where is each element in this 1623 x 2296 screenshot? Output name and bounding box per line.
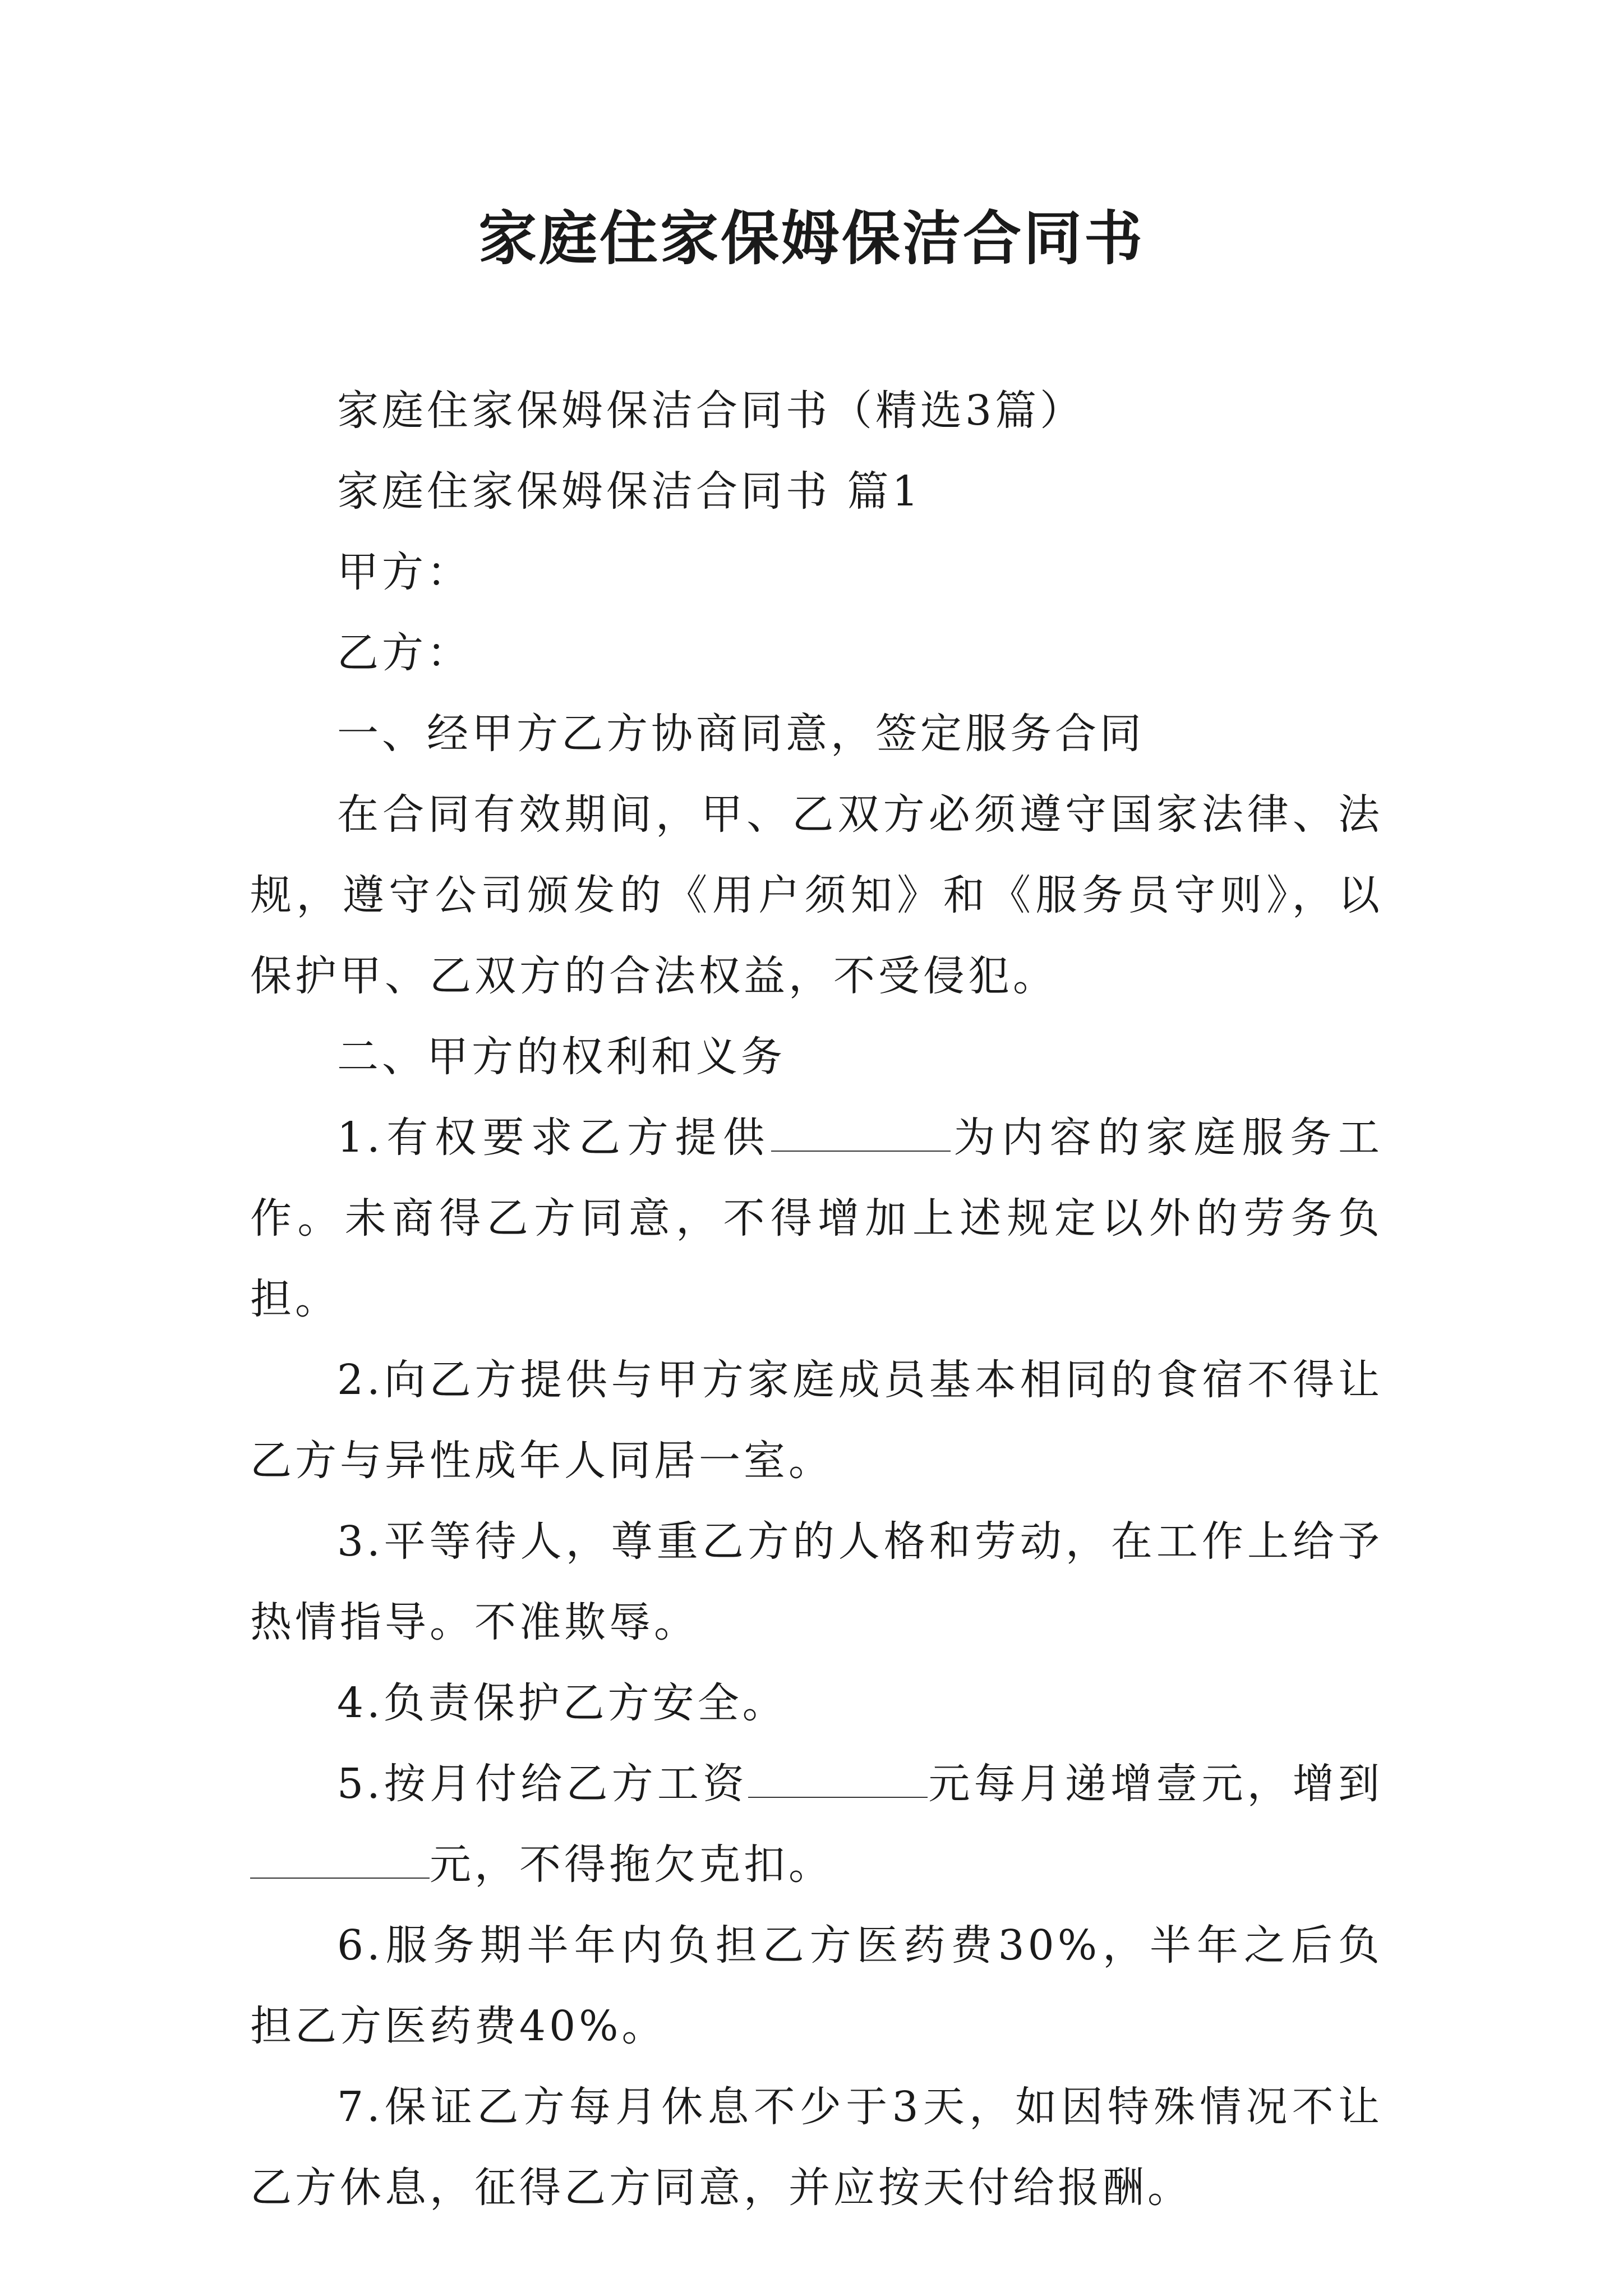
item-1-text-after: 为内容的家庭服务工作。未商得乙方同意，不得增加上述规定以外的劳务负担。	[250, 1114, 1384, 1323]
paragraph-item-3: 3.平等待人，尊重乙方的人格和劳动，在工作上给予热情指导。不准欺辱。	[250, 1517, 1383, 1646]
paragraph-clause-one: 一、经甲方乙方协商同意，签定服务合同	[337, 710, 1145, 758]
paragraph-item-6: 6.服务期半年内负担乙方医药费30%，半年之后负担乙方医药费40%。	[250, 1921, 1383, 2050]
document-body	[250, 370, 1383, 2228]
paragraph-party-b: 乙方：	[337, 629, 472, 677]
document-title: 家庭住家保姆保洁合同书	[478, 204, 1145, 273]
paragraph-clause-two: 二、甲方的权利和义务	[337, 1033, 786, 1081]
paragraph-subtitle: 家庭住家保姆保洁合同书（精选3篇）	[337, 386, 1085, 435]
paragraph-item-5	[250, 1743, 1383, 1905]
fill-in-blank	[250, 1838, 430, 1879]
item-5-text-after: 元，不得拖欠克扣。	[430, 1841, 833, 1889]
item-1-text-before: 1.有权要求乙方提供	[337, 1114, 771, 1162]
paragraph-item-1	[250, 1097, 1383, 1340]
fill-in-blank	[771, 1111, 951, 1152]
paragraph-section-heading: 家庭住家保姆保洁合同书 篇1	[337, 467, 922, 516]
paragraph-validity: 在合同有效期间，甲、乙双方必须遵守国家法律、法规，遵守公司颁发的《用户须知》和《服务员守则》，以保护甲、乙双方的合法权益，不受侵犯。	[250, 790, 1383, 1000]
item-5-text-middle: 元每月递增壹元，增到	[928, 1760, 1384, 1808]
paragraph-item-4: 4.负责保护乙方安全。	[337, 1679, 787, 1727]
paragraph-item-7: 7.保证乙方每月休息不少于3天，如因特殊情况不让乙方休息，征得乙方同意，并应按天付给报酬。	[250, 2083, 1383, 2212]
paragraph-party-a: 甲方：	[337, 548, 472, 596]
item-5-text-before: 5.按月付给乙方工资	[337, 1760, 749, 1808]
fill-in-blank	[748, 1757, 928, 1798]
paragraph-item-2: 2.向乙方提供与甲方家庭成员基本相同的食宿不得让乙方与异性成年人同居一室。	[250, 1356, 1383, 1485]
